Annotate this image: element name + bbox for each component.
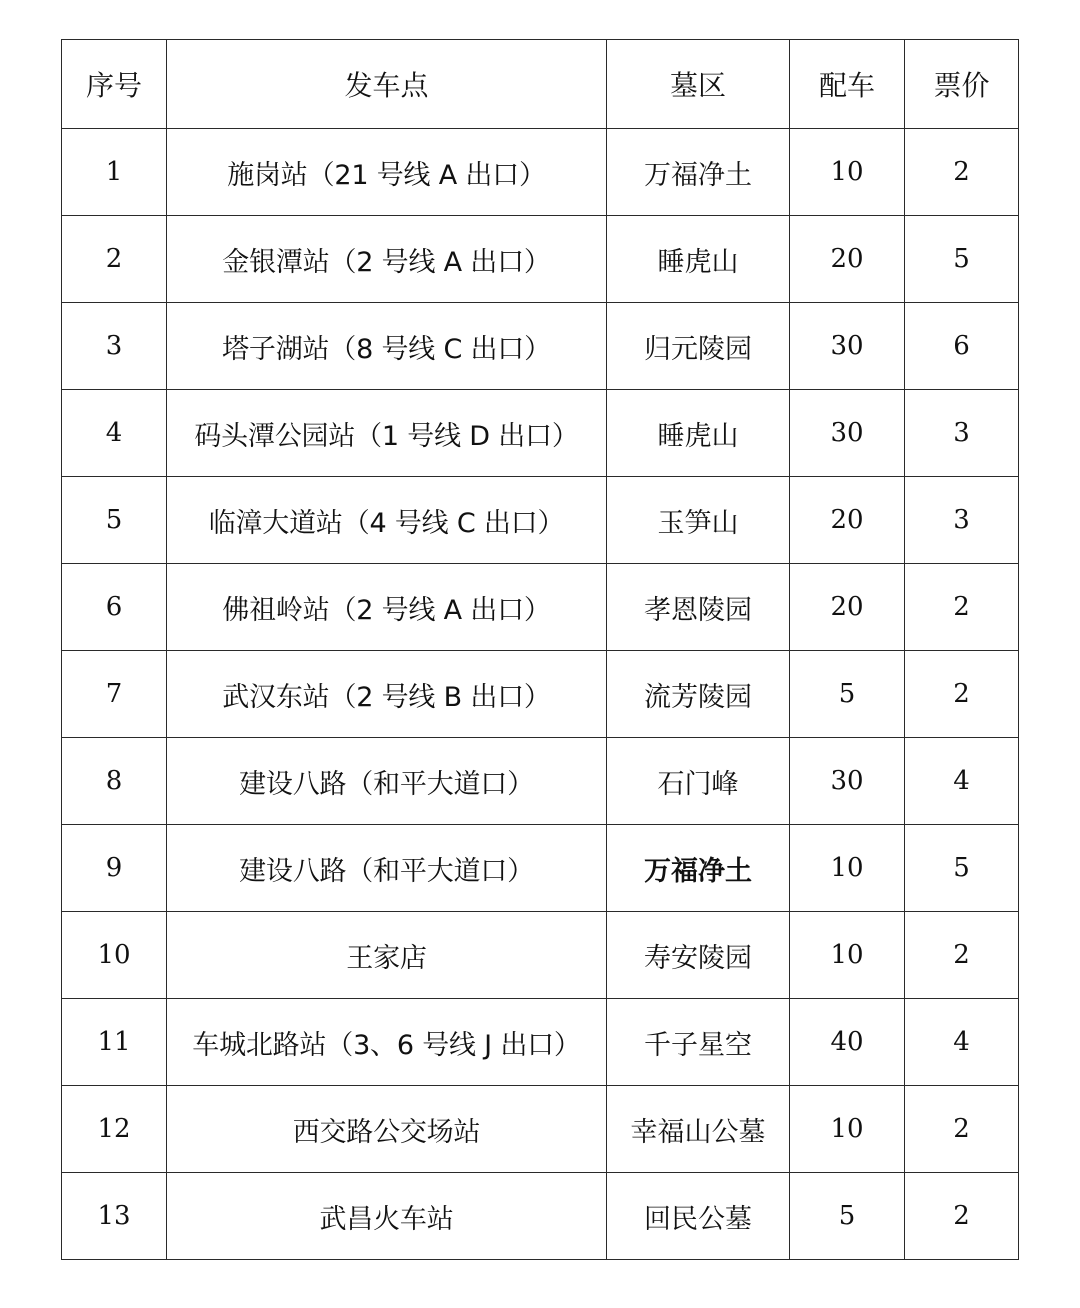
table-row xyxy=(62,1086,1019,1173)
cell-serial-number: 9 xyxy=(62,825,167,912)
bus-schedule-table-wrapper xyxy=(61,39,1018,1260)
cell-ticket-price: 2 xyxy=(905,1173,1019,1260)
cell-serial-number: 12 xyxy=(62,1086,167,1173)
cell-vehicles: 30 xyxy=(790,303,905,390)
cell-vehicles: 40 xyxy=(790,999,905,1086)
table-row xyxy=(62,564,1019,651)
cell-vehicles: 20 xyxy=(790,477,905,564)
table-row xyxy=(62,651,1019,738)
cell-departure-point: 临漳大道站（4 号线 C 出口） xyxy=(167,477,607,564)
cell-vehicles: 20 xyxy=(790,216,905,303)
table-row xyxy=(62,129,1019,216)
table-row xyxy=(62,738,1019,825)
cell-ticket-price: 2 xyxy=(905,1086,1019,1173)
table-row xyxy=(62,1173,1019,1260)
cell-cemetery: 万福净土 xyxy=(607,825,790,912)
cell-cemetery: 千子星空 xyxy=(607,999,790,1086)
cell-departure-point: 王家店 xyxy=(167,912,607,999)
header-cemetery: 墓区 xyxy=(607,40,790,129)
cell-departure-point: 车城北路站（3、6 号线 J 出口） xyxy=(167,999,607,1086)
table-row xyxy=(62,303,1019,390)
table-body xyxy=(62,129,1019,1260)
table-header-row xyxy=(62,40,1019,129)
cell-departure-point: 金银潭站（2 号线 A 出口） xyxy=(167,216,607,303)
cell-cemetery: 流芳陵园 xyxy=(607,651,790,738)
cell-ticket-price: 4 xyxy=(905,738,1019,825)
cell-departure-point: 西交路公交场站 xyxy=(167,1086,607,1173)
cell-serial-number: 10 xyxy=(62,912,167,999)
cell-ticket-price: 5 xyxy=(905,216,1019,303)
table-row xyxy=(62,912,1019,999)
cell-departure-point: 武昌火车站 xyxy=(167,1173,607,1260)
table-row xyxy=(62,999,1019,1086)
cell-cemetery: 寿安陵园 xyxy=(607,912,790,999)
table-row xyxy=(62,390,1019,477)
header-vehicles: 配车 xyxy=(790,40,905,129)
cell-ticket-price: 2 xyxy=(905,129,1019,216)
cell-cemetery: 孝恩陵园 xyxy=(607,564,790,651)
cell-vehicles: 20 xyxy=(790,564,905,651)
table-row xyxy=(62,477,1019,564)
cell-departure-point: 建设八路（和平大道口） xyxy=(167,825,607,912)
header-ticket-price: 票价 xyxy=(905,40,1019,129)
cell-cemetery: 归元陵园 xyxy=(607,303,790,390)
cell-departure-point: 码头潭公园站（1 号线 D 出口） xyxy=(167,390,607,477)
cell-cemetery: 回民公墓 xyxy=(607,1173,790,1260)
table-row xyxy=(62,825,1019,912)
cell-ticket-price: 2 xyxy=(905,564,1019,651)
cell-departure-point: 建设八路（和平大道口） xyxy=(167,738,607,825)
table-row xyxy=(62,216,1019,303)
cell-vehicles: 5 xyxy=(790,1173,905,1260)
cell-ticket-price: 3 xyxy=(905,477,1019,564)
cell-serial-number: 6 xyxy=(62,564,167,651)
cell-cemetery: 玉笋山 xyxy=(607,477,790,564)
cell-ticket-price: 2 xyxy=(905,912,1019,999)
cell-serial-number: 7 xyxy=(62,651,167,738)
cell-departure-point: 武汉东站（2 号线 B 出口） xyxy=(167,651,607,738)
cell-cemetery: 睡虎山 xyxy=(607,390,790,477)
cell-vehicles: 30 xyxy=(790,390,905,477)
cell-vehicles: 10 xyxy=(790,129,905,216)
cell-cemetery: 幸福山公墓 xyxy=(607,1086,790,1173)
cell-serial-number: 8 xyxy=(62,738,167,825)
cell-departure-point: 佛祖岭站（2 号线 A 出口） xyxy=(167,564,607,651)
cell-ticket-price: 4 xyxy=(905,999,1019,1086)
header-serial-number: 序号 xyxy=(62,40,167,129)
cell-serial-number: 5 xyxy=(62,477,167,564)
cell-serial-number: 13 xyxy=(62,1173,167,1260)
cell-ticket-price: 2 xyxy=(905,651,1019,738)
cell-cemetery: 石门峰 xyxy=(607,738,790,825)
bus-schedule-table xyxy=(61,39,1019,1260)
cell-serial-number: 3 xyxy=(62,303,167,390)
cell-serial-number: 1 xyxy=(62,129,167,216)
cell-vehicles: 10 xyxy=(790,825,905,912)
cell-serial-number: 2 xyxy=(62,216,167,303)
cell-ticket-price: 5 xyxy=(905,825,1019,912)
header-departure-point: 发车点 xyxy=(167,40,607,129)
cell-serial-number: 11 xyxy=(62,999,167,1086)
cell-departure-point: 施岗站（21 号线 A 出口） xyxy=(167,129,607,216)
cell-ticket-price: 3 xyxy=(905,390,1019,477)
cell-cemetery: 万福净土 xyxy=(607,129,790,216)
cell-cemetery: 睡虎山 xyxy=(607,216,790,303)
cell-serial-number: 4 xyxy=(62,390,167,477)
cell-vehicles: 10 xyxy=(790,1086,905,1173)
cell-departure-point: 塔子湖站（8 号线 C 出口） xyxy=(167,303,607,390)
cell-vehicles: 30 xyxy=(790,738,905,825)
cell-vehicles: 5 xyxy=(790,651,905,738)
cell-vehicles: 10 xyxy=(790,912,905,999)
cell-ticket-price: 6 xyxy=(905,303,1019,390)
